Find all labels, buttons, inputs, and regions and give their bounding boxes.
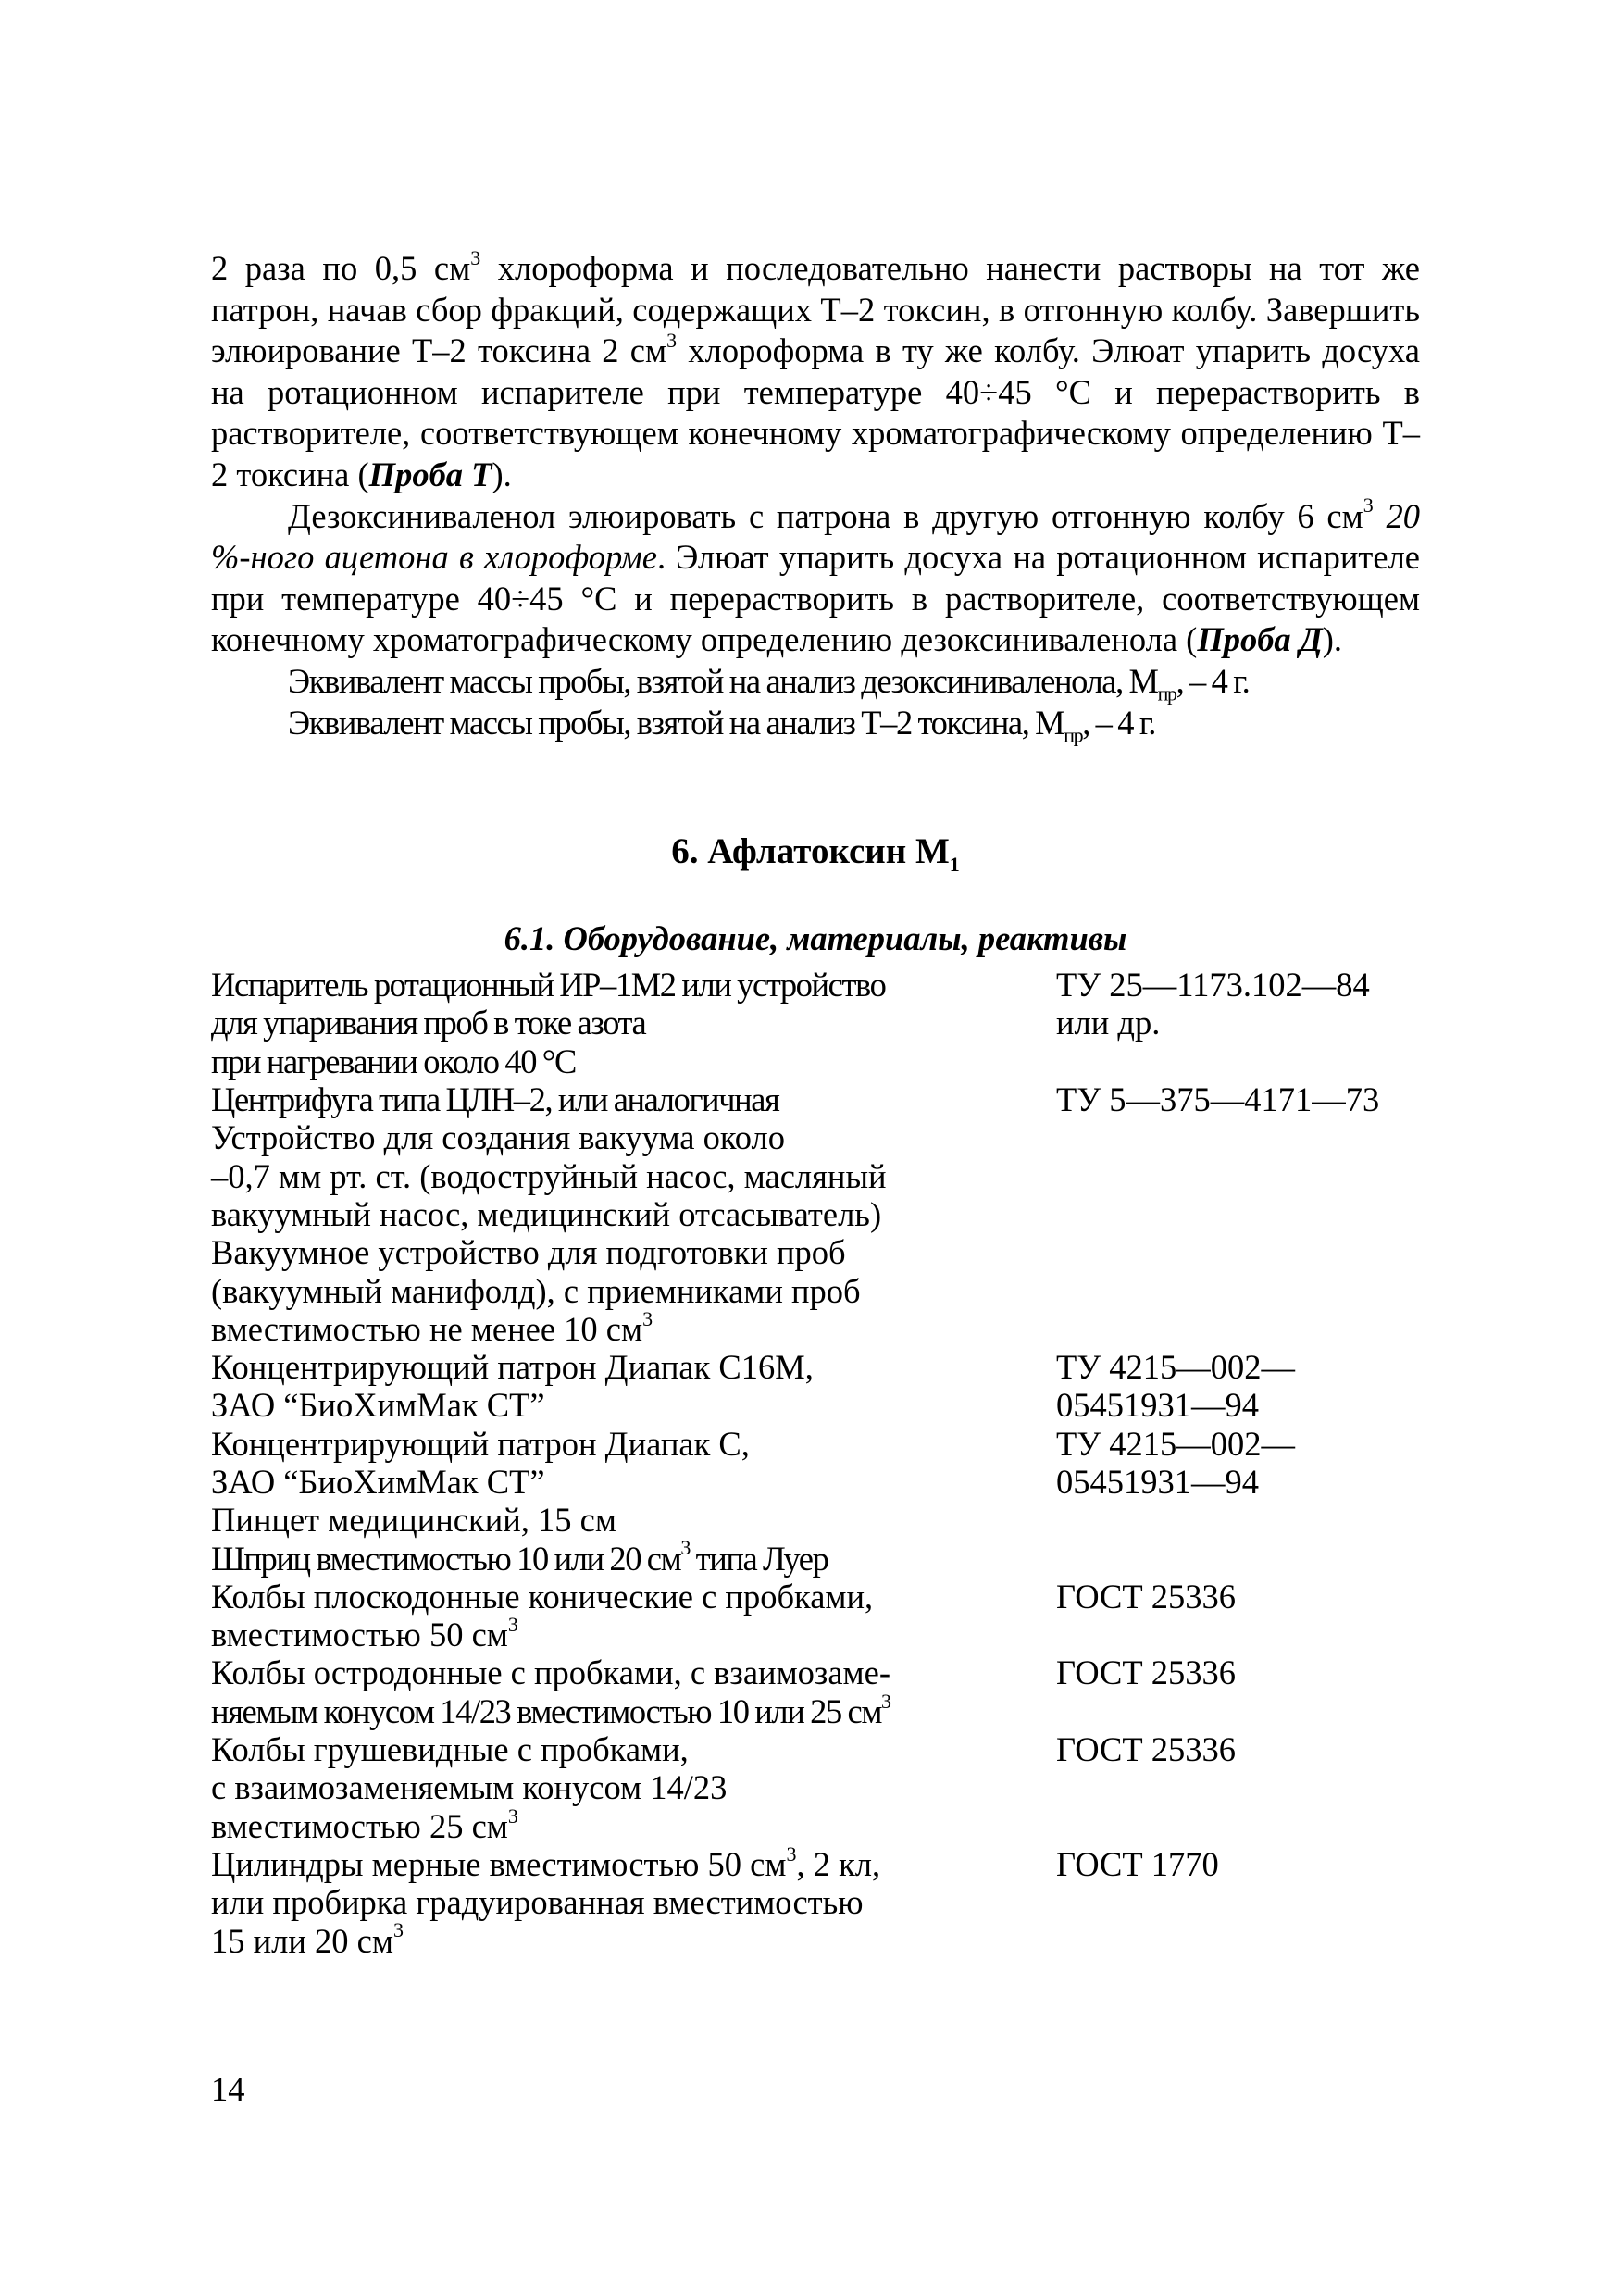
equipment-name: [211, 1425, 1056, 1502]
equipment-name: [211, 1233, 1056, 1348]
name-line: вместимостью не менее 10 см: [211, 1309, 643, 1348]
name-line: Концентрирующий патрон Диапак С,: [211, 1424, 750, 1463]
standard-line: или др.: [1056, 1004, 1161, 1042]
equipment-name: [211, 966, 1056, 1080]
name-line: ЗАО “БиоХимМак СТ”: [211, 1386, 545, 1425]
standard-line: ТУ 4215—002—: [1056, 1424, 1296, 1463]
text-run: Дезоксиниваленол элюировать с патрона в другую отгонную колбу 6 см: [288, 496, 1363, 535]
sample-label-t: Проба Т: [368, 455, 492, 493]
standard-line: ТУ 4215—002—: [1056, 1348, 1296, 1387]
equipment-name: [211, 1578, 1056, 1654]
equipment-standard: [1056, 1540, 1420, 1578]
equipment-standard: [1056, 1501, 1420, 1539]
standard-line: ГОСТ 25336: [1056, 1730, 1237, 1769]
table-row: [211, 1080, 1420, 1118]
superscript: 3: [642, 1306, 653, 1330]
name-line-tail: типа Луер: [689, 1539, 828, 1578]
standard-line: ТУ 5—375—4171—73: [1056, 1080, 1380, 1119]
standard-line: ГОСТ 25336: [1056, 1653, 1237, 1692]
equipment-name: [211, 1080, 1056, 1118]
superscript: 3: [392, 1918, 404, 1942]
text-run: Эквивалент массы пробы, взятой на анализ дезоксиниваленола, М: [288, 661, 1158, 700]
superscript: 3: [507, 1613, 518, 1637]
equipment-name: [211, 1501, 1056, 1539]
text-run: . Элюат упарить досуха на ротационном испарителе при температуре 40÷45 °С и перерастворить в растворителе, соответствующем конечному хроматографическому определению дезоксиниваленола (: [211, 538, 1420, 659]
equipment-standard: [1056, 1730, 1420, 1845]
name-line: Пинцет медицинский, 15 см: [211, 1501, 616, 1540]
name-line: няемым конусом 14/23 вместимостью 10 или 25 см: [211, 1691, 882, 1730]
table-row: [211, 1578, 1420, 1654]
table-row: [211, 1425, 1420, 1502]
text-run: хлороформа и последовательно нанести растворы на тот же патрон, начав сбор фракций, содержащих Т–2 токсин, в отгонную колбу. Завершить элюирование Т–2 токсина 2 см: [211, 249, 1420, 370]
paragraph-mass-equivalent-don: [211, 661, 1420, 703]
text-run: Эквивалент массы пробы, взятой на анализ Т–2 токсина, М: [288, 703, 1064, 742]
name-line: Испаритель ротационный ИР–1М2 или устройство: [211, 966, 886, 1004]
name-line: Устройство для создания вакуума около: [211, 1118, 785, 1157]
paragraph-elution-don: [211, 493, 1421, 661]
name-line: или пробирка градуированная вместимостью: [211, 1883, 864, 1922]
paragraph-elution-t2: [211, 245, 1420, 496]
name-line: вместимостью 50 см: [211, 1616, 508, 1654]
name-line: Центрифуга типа ЦЛН–2, или аналогичная: [211, 1080, 779, 1119]
name-line: ЗАО “БиоХимМак СТ”: [211, 1462, 545, 1501]
text-run: хлороформа в ту же колбу. Элюат упарить досуха на ротационном испарителе при температуре 40÷45 °С и перерастворить в растворителе, соответствующем конечному хроматографическому определению Т–2 токсина (: [211, 331, 1420, 493]
page-body: [211, 245, 1421, 1960]
subscript: пр: [1157, 681, 1176, 705]
equipment-standard: [1056, 1118, 1420, 1233]
name-line: Вакуумное устройство для подготовки проб: [211, 1233, 846, 1272]
table-row: [211, 1501, 1420, 1539]
sample-label-d: Проба Д: [1197, 620, 1323, 659]
equipment-standard: [1056, 966, 1420, 1080]
name-line: Цилиндры мерные вместимостью 50 см: [211, 1844, 787, 1883]
superscript: 3: [786, 1841, 797, 1866]
equipment-standard: [1056, 1653, 1420, 1730]
equipment-standard: [1056, 1348, 1420, 1425]
table-row: [211, 1845, 1420, 1960]
equipment-name: [211, 1841, 1056, 1960]
equipment-standard: [1056, 1425, 1420, 1502]
section-title: [211, 829, 1420, 875]
superscript: 3: [881, 1689, 892, 1713]
equipment-name: [211, 1653, 1056, 1730]
text-run: , – 4 г.: [1082, 703, 1155, 742]
name-line: вместимостью 25 см: [211, 1806, 508, 1845]
superscript: 3: [507, 1803, 518, 1828]
text-run: ).: [1322, 620, 1343, 659]
equipment-name: [211, 1348, 1056, 1425]
table-row: [211, 1730, 1420, 1845]
text-run: 2 раза по 0,5 см: [211, 249, 471, 287]
section-title-subscript: 1: [949, 852, 960, 876]
subscript: пр: [1064, 722, 1083, 746]
name-line: Колбы плоскодонные конические с пробками,: [211, 1577, 874, 1616]
table-row: [211, 1118, 1420, 1233]
name-line-tail: , 2 кл,: [796, 1844, 881, 1883]
name-line: с взаимозаменяемым конусом 14/23: [211, 1768, 728, 1807]
section-title-text: 6. Афлатоксин М: [671, 831, 950, 872]
equipment-standard: [1056, 1080, 1420, 1118]
table-row: [211, 1653, 1420, 1730]
table-row: [211, 966, 1420, 1080]
standard-line: ТУ 25—1173.102—84: [1056, 966, 1370, 1004]
superscript: 3: [680, 1536, 690, 1560]
paragraph-mass-equivalent-t2: [211, 703, 1420, 744]
equipment-standard: [1056, 1578, 1420, 1654]
equipment-name: [211, 1118, 1056, 1233]
name-line: для упаривания проб в токе азота: [211, 1004, 646, 1042]
name-line: вакуумный насос, медицинский отсасыватель): [211, 1194, 882, 1233]
text-run: ).: [492, 455, 512, 493]
equipment-standard: [1056, 1233, 1420, 1348]
standard-line: 05451931—94: [1056, 1386, 1259, 1425]
standard-line: ГОСТ 25336: [1056, 1577, 1237, 1616]
subsection-title: 6.1. Оборудование, материалы, реактивы: [504, 919, 1127, 958]
superscript: 3: [470, 245, 481, 269]
superscript: 3: [1363, 493, 1374, 518]
equipment-name: [211, 1730, 1056, 1845]
name-line: Колбы грушевидные с пробками,: [211, 1730, 689, 1769]
name-line: Колбы остродонные с пробками, с взаимозаме-: [211, 1653, 890, 1692]
equipment-table: [211, 966, 1420, 1960]
table-row: [211, 1540, 1420, 1578]
equipment-standard: [1056, 1845, 1420, 1960]
text-run: , – 4 г.: [1176, 661, 1250, 700]
standard-line: 05451931—94: [1056, 1462, 1259, 1501]
name-line: (вакуумный манифолд), с приемниками проб: [211, 1271, 861, 1310]
name-line: Концентрирующий патрон Диапак С16М,: [211, 1348, 814, 1387]
name-line: –0,7 мм рт. ст. (водоструйный насос, масляный: [211, 1156, 887, 1195]
table-row: [211, 1233, 1420, 1348]
page-number: 14: [211, 2070, 245, 2108]
name-line: 15 или 20 см: [211, 1921, 393, 1960]
name-line: Шприц вместимостью 10 или 20 см: [211, 1539, 681, 1578]
name-line: при нагревании около 40 °С: [211, 1042, 576, 1080]
superscript: 3: [666, 329, 678, 353]
table-row: [211, 1348, 1420, 1425]
equipment-name: [211, 1536, 1056, 1578]
standard-line: ГОСТ 1770: [1056, 1844, 1219, 1883]
italic-phrase: 20 %-ного ацетона в хлороформе: [211, 496, 1421, 577]
